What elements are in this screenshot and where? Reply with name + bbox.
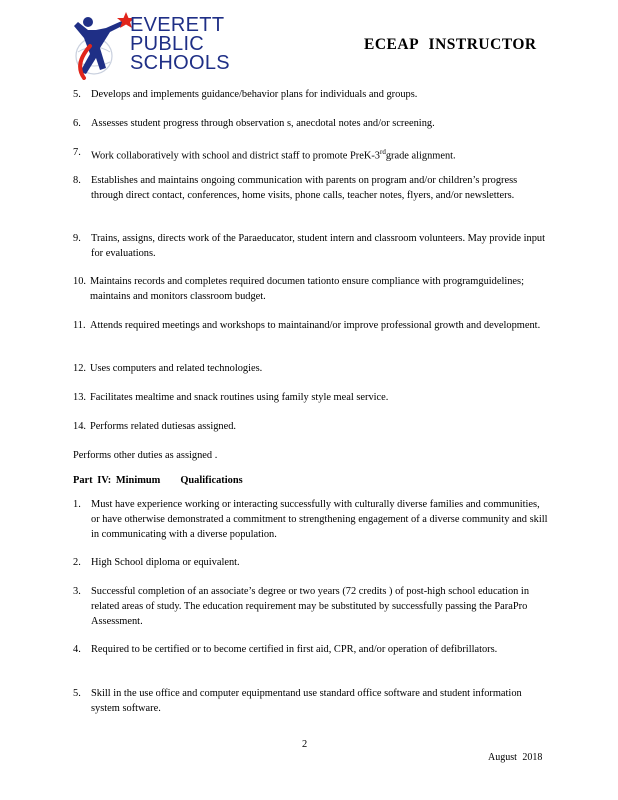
item-number: 2. bbox=[73, 557, 81, 568]
duty-item bbox=[73, 274, 548, 304]
item-text: Must have experience working or interacting successfully with culturally diverse families and communities, or have otherwise demonstrated a commitment to strengthening engagement of a diverse community and skill in communicating with a diverse population. bbox=[91, 499, 548, 540]
item-text-part: Work collaboratively with school and district staff to promote PreK-3 bbox=[91, 150, 380, 162]
item-number: 5. bbox=[73, 688, 81, 699]
item-number: 4. bbox=[73, 644, 81, 655]
item-number: 11. bbox=[73, 320, 86, 331]
footer-date: August 2018 bbox=[488, 752, 543, 763]
item-text: Uses computers and related technologies. bbox=[90, 363, 263, 374]
item-text: High School diploma or equivalent. bbox=[91, 557, 240, 568]
section-heading bbox=[73, 475, 243, 486]
page-number: 2 bbox=[302, 739, 308, 750]
item-number: 14. bbox=[73, 421, 86, 432]
item-number: 9. bbox=[73, 233, 81, 244]
qualification-item bbox=[73, 497, 548, 542]
section-part-label: Part IV: Minimum bbox=[73, 475, 161, 486]
item-text: Attends required meetings and workshops to maintainand/or improve professional growth and development. bbox=[90, 320, 541, 331]
item-number: 3. bbox=[73, 586, 81, 597]
duty-item bbox=[73, 145, 548, 163]
duty-item bbox=[73, 318, 548, 333]
item-number: 12. bbox=[73, 363, 86, 374]
duty-item bbox=[73, 173, 548, 203]
duty-item bbox=[73, 419, 548, 434]
other-duties: Performs other duties as assigned . bbox=[73, 450, 218, 461]
district-logo-icon bbox=[70, 12, 132, 80]
item-text: Establishes and maintains ongoing communication with parents on program and/or children’s progress through direct contact, conferences, home visits, phone calls, teacher notes, flyers, and/or newsletters. bbox=[91, 175, 518, 201]
logo-line-public: PUBLIC bbox=[130, 33, 205, 55]
item-number: 1. bbox=[73, 499, 81, 510]
logo-line-everett: EVERETT bbox=[130, 14, 225, 36]
item-number: 10. bbox=[73, 276, 86, 287]
qualification-item bbox=[73, 584, 548, 629]
item-number: 7. bbox=[73, 147, 81, 158]
document-title: ECEAP INSTRUCTOR bbox=[364, 36, 537, 53]
duty-item bbox=[73, 231, 548, 261]
item-text: Trains, assigns, directs work of the Paraeducator, student intern and classroom volunteers. May provide input for evaluations. bbox=[91, 233, 545, 259]
item-text: Skill in the use office and computer equipmentand use standard office software and student information system software. bbox=[91, 688, 522, 714]
logo-line-schools: SCHOOLS bbox=[130, 52, 230, 74]
duty-item bbox=[73, 361, 548, 376]
item-text: Develops and implements guidance/behavior plans for individuals and groups. bbox=[91, 89, 418, 100]
qualification-item bbox=[73, 686, 548, 716]
item-text: Facilitates mealtime and snack routines using family style meal service. bbox=[90, 392, 389, 403]
item-text: Required to be certified or to become certified in first aid, CPR, and/or operation of defibrillators. bbox=[91, 644, 498, 655]
item-number: 8. bbox=[73, 175, 81, 186]
item-text: Maintains records and completes required documen tationto ensure compliance with programguidelines; maintains and monitors classroom budget. bbox=[90, 276, 524, 302]
section-qualifications-label: Qualifications bbox=[180, 475, 243, 486]
item-number: 13. bbox=[73, 392, 86, 403]
duty-item bbox=[73, 116, 548, 131]
item-number: 6. bbox=[73, 118, 81, 129]
qualification-item bbox=[73, 555, 548, 570]
item-text bbox=[91, 145, 548, 163]
item-text-part: grade alignment. bbox=[385, 150, 456, 162]
duty-item bbox=[73, 87, 548, 102]
district-logo bbox=[70, 10, 250, 82]
qualification-item bbox=[73, 642, 548, 657]
item-text: Assesses student progress through observation s, anecdotal notes and/or screening. bbox=[91, 118, 435, 129]
item-text: Successful completion of an associate’s degree or two years (72 credits ) of post-high school education in related areas of study. The education requirement may be substituted by successfully passing the ParaPro Assessment. bbox=[91, 586, 530, 627]
duty-item bbox=[73, 390, 548, 405]
item-text: Performs related dutiesas assigned. bbox=[90, 421, 237, 432]
district-logo-text bbox=[130, 16, 230, 73]
item-superscript: rd bbox=[379, 148, 386, 156]
item-number: 5. bbox=[73, 89, 81, 100]
